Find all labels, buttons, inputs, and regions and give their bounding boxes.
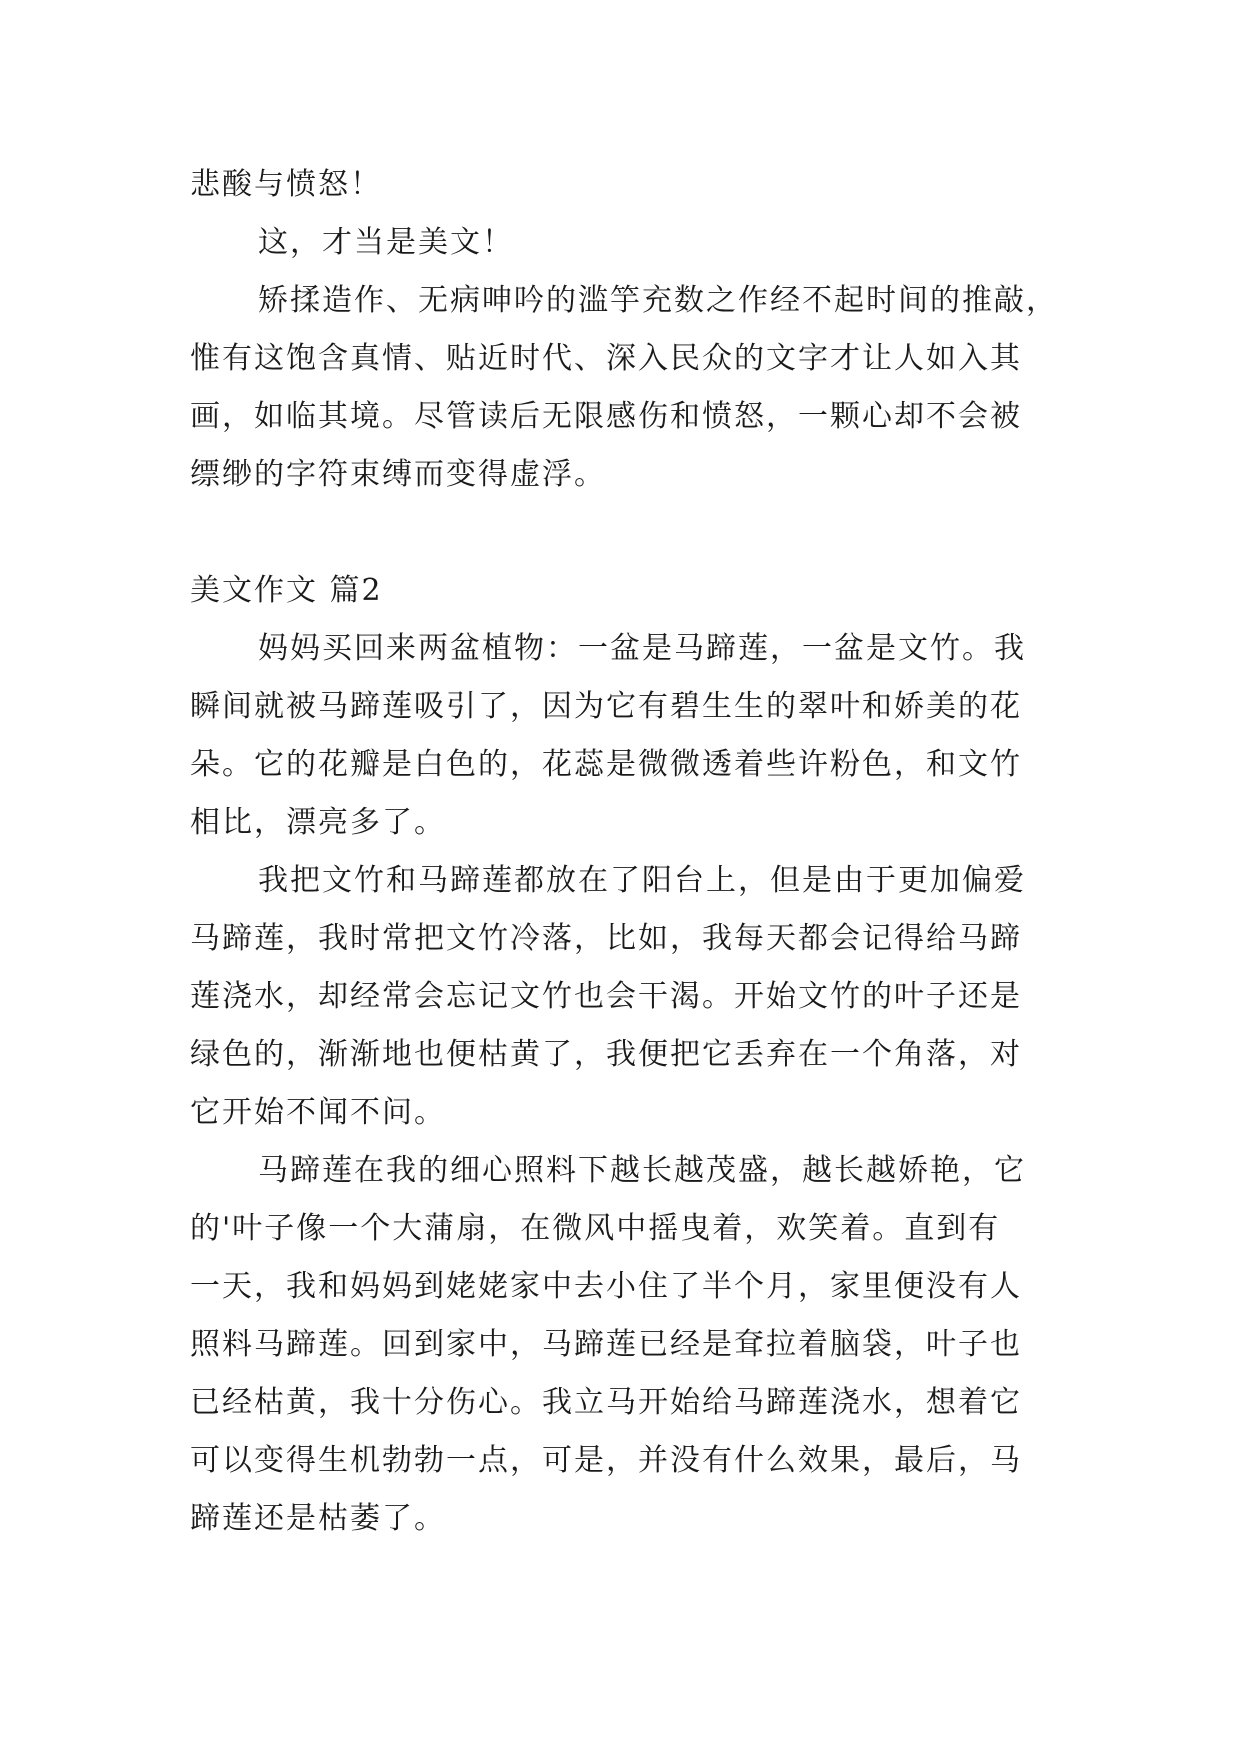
document-body — [190, 156, 1090, 1548]
text-line: 绿色的，渐渐地也便枯黄了，我便把它丢弃在一个角落，对 — [190, 1037, 1022, 1072]
section-title: 美文作文 篇2 — [190, 573, 383, 608]
text-line: 照料马蹄莲。回到家中，马蹄莲已经是耷拉着脑袋，叶子也 — [190, 1327, 1022, 1362]
text-line: 它开始不闻不问。 — [190, 1095, 446, 1130]
text-line: 矫揉造作、无病呻吟的滥竽充数之作经不起时间的推敲， — [258, 283, 1058, 318]
text-line: 可以变得生机勃勃一点，可是，并没有什么效果，最后，马 — [190, 1443, 1022, 1478]
text-line: 相比，漂亮多了。 — [190, 805, 446, 840]
text-line: 已经枯黄，我十分伤心。我立马开始给马蹄莲浇水，想着它 — [190, 1385, 1022, 1420]
text-line: 莲浇水，却经常会忘记文竹也会干渴。开始文竹的叶子还是 — [190, 979, 1022, 1014]
text-line: 一天，我和妈妈到姥姥家中去小住了半个月，家里便没有人 — [190, 1269, 1022, 1304]
text-line: 画，如临其境。尽管读后无限感伤和愤怒，一颗心却不会被 — [190, 399, 1022, 434]
text-line: 悲酸与愤怒！ — [190, 167, 382, 202]
text-line: 我把文竹和马蹄莲都放在了阳台上，但是由于更加偏爱 — [258, 863, 1026, 898]
text-line: 蹄莲还是枯萎了。 — [190, 1501, 446, 1536]
text-line: 朵。它的花瓣是白色的，花蕊是微微透着些许粉色，和文竹 — [190, 747, 1022, 782]
text-line: 的'叶子像一个大蒲扇，在微风中摇曳着，欢笑着。直到有 — [190, 1211, 1001, 1246]
text-line: 马蹄莲在我的细心照料下越长越茂盛，越长越娇艳，它 — [258, 1153, 1026, 1188]
text-line: 缥缈的字符束缚而变得虚浮。 — [190, 457, 606, 492]
text-line: 瞬间就被马蹄莲吸引了，因为它有碧生生的翠叶和娇美的花 — [190, 689, 1022, 724]
text-line: 惟有这饱含真情、贴近时代、深入民众的文字才让人如入其 — [190, 341, 1022, 376]
text-line: 这，才当是美文！ — [258, 225, 514, 260]
text-line: 马蹄莲，我时常把文竹冷落，比如，我每天都会记得给马蹄 — [190, 921, 1022, 956]
text-line: 妈妈买回来两盆植物：一盆是马蹄莲，一盆是文竹。我 — [258, 631, 1026, 666]
paragraph-gap — [190, 504, 1090, 562]
